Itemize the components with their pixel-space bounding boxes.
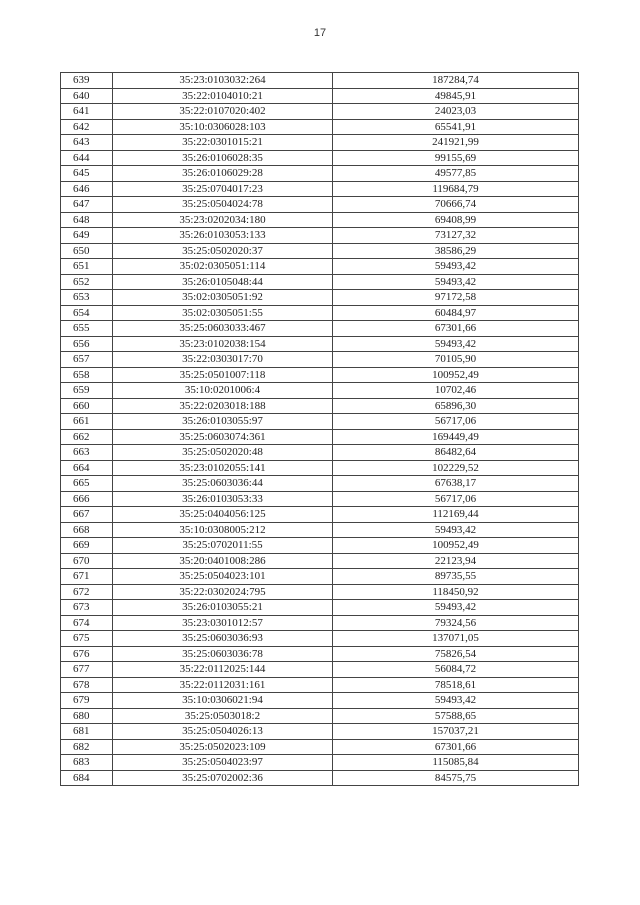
- table-row: [61, 693, 579, 709]
- cadastral-number-cell: 35:26:0106028:35: [113, 150, 333, 166]
- value-cell: 60484,97: [333, 305, 579, 321]
- value-cell: 112169,44: [333, 507, 579, 523]
- value-cell: 56084,72: [333, 662, 579, 678]
- table-row: [61, 135, 579, 151]
- table-row: [61, 181, 579, 197]
- cadastral-number-cell: 35:22:0302024:795: [113, 584, 333, 600]
- row-number-cell: 657: [61, 352, 113, 368]
- cadastral-number-cell: 35:25:0504023:97: [113, 755, 333, 771]
- cadastral-number-cell: 35:26:0106029:28: [113, 166, 333, 182]
- row-number-cell: 671: [61, 569, 113, 585]
- cadastral-number-cell: 35:25:0504023:101: [113, 569, 333, 585]
- row-number-cell: 672: [61, 584, 113, 600]
- table-row: [61, 367, 579, 383]
- row-number-cell: 682: [61, 739, 113, 755]
- value-cell: 49845,91: [333, 88, 579, 104]
- table-row: [61, 584, 579, 600]
- table-row: [61, 600, 579, 616]
- cadastral-number-cell: 35:22:0112031:161: [113, 677, 333, 693]
- row-number-cell: 665: [61, 476, 113, 492]
- table-row: [61, 88, 579, 104]
- row-number-cell: 670: [61, 553, 113, 569]
- cadastral-number-cell: 35:25:0404056:125: [113, 507, 333, 523]
- value-cell: 115085,84: [333, 755, 579, 771]
- row-number-cell: 649: [61, 228, 113, 244]
- table-row: [61, 724, 579, 740]
- cadastral-number-cell: 35:23:0103032:264: [113, 73, 333, 89]
- cadastral-number-cell: 35:26:0103053:33: [113, 491, 333, 507]
- row-number-cell: 679: [61, 693, 113, 709]
- value-cell: 57588,65: [333, 708, 579, 724]
- table-row: [61, 398, 579, 414]
- row-number-cell: 651: [61, 259, 113, 275]
- value-cell: 70105,90: [333, 352, 579, 368]
- table-row: [61, 197, 579, 213]
- cadastral-number-cell: 35:22:0112025:144: [113, 662, 333, 678]
- row-number-cell: 639: [61, 73, 113, 89]
- cadastral-number-cell: 35:26:0103055:21: [113, 600, 333, 616]
- cadastral-number-cell: 35:25:0603036:78: [113, 646, 333, 662]
- row-number-cell: 680: [61, 708, 113, 724]
- row-number-cell: 684: [61, 770, 113, 786]
- cadastral-number-cell: 35:25:0503018:2: [113, 708, 333, 724]
- cadastral-number-cell: 35:10:0306021:94: [113, 693, 333, 709]
- cadastral-number-cell: 35:25:0702002:36: [113, 770, 333, 786]
- cadastral-number-cell: 35:22:0203018:188: [113, 398, 333, 414]
- table-row: [61, 646, 579, 662]
- table-row: [61, 150, 579, 166]
- row-number-cell: 650: [61, 243, 113, 259]
- cadastral-number-cell: 35:25:0603074:361: [113, 429, 333, 445]
- value-cell: 59493,42: [333, 336, 579, 352]
- row-number-cell: 652: [61, 274, 113, 290]
- cadastral-number-cell: 35:10:0201006:4: [113, 383, 333, 399]
- cadastral-number-cell: 35:25:0702011:55: [113, 538, 333, 554]
- value-cell: 84575,75: [333, 770, 579, 786]
- table-row: [61, 290, 579, 306]
- table-row: [61, 73, 579, 89]
- table-row: [61, 228, 579, 244]
- value-cell: 56717,06: [333, 414, 579, 430]
- row-number-cell: 653: [61, 290, 113, 306]
- table-row: [61, 460, 579, 476]
- row-number-cell: 676: [61, 646, 113, 662]
- cadastral-number-cell: 35:25:0504026:13: [113, 724, 333, 740]
- row-number-cell: 663: [61, 445, 113, 461]
- table-row: [61, 166, 579, 182]
- table-row: [61, 491, 579, 507]
- table-row: [61, 631, 579, 647]
- registry-table-body: [61, 73, 579, 786]
- cadastral-number-cell: 35:02:0305051:55: [113, 305, 333, 321]
- value-cell: 59493,42: [333, 259, 579, 275]
- table-row: [61, 662, 579, 678]
- value-cell: 97172,58: [333, 290, 579, 306]
- cadastral-number-cell: 35:23:0102038:154: [113, 336, 333, 352]
- table-row: [61, 259, 579, 275]
- row-number-cell: 683: [61, 755, 113, 771]
- cadastral-number-cell: 35:25:0603036:44: [113, 476, 333, 492]
- row-number-cell: 668: [61, 522, 113, 538]
- table-row: [61, 414, 579, 430]
- table-row: [61, 677, 579, 693]
- value-cell: 56717,06: [333, 491, 579, 507]
- value-cell: 59493,42: [333, 600, 579, 616]
- value-cell: 100952,49: [333, 367, 579, 383]
- row-number-cell: 675: [61, 631, 113, 647]
- row-number-cell: 644: [61, 150, 113, 166]
- row-number-cell: 662: [61, 429, 113, 445]
- page-number: 17: [313, 27, 327, 39]
- table-row: [61, 476, 579, 492]
- table-row: [61, 507, 579, 523]
- cadastral-number-cell: 35:25:0603036:93: [113, 631, 333, 647]
- value-cell: 241921,99: [333, 135, 579, 151]
- table-row: [61, 383, 579, 399]
- cadastral-number-cell: 35:25:0501007:118: [113, 367, 333, 383]
- row-number-cell: 677: [61, 662, 113, 678]
- table-row: [61, 119, 579, 135]
- value-cell: 38586,29: [333, 243, 579, 259]
- cadastral-number-cell: 35:25:0603033:467: [113, 321, 333, 337]
- cadastral-number-cell: 35:25:0502020:37: [113, 243, 333, 259]
- row-number-cell: 646: [61, 181, 113, 197]
- cadastral-number-cell: 35:23:0102055:141: [113, 460, 333, 476]
- cadastral-number-cell: 35:25:0704017:23: [113, 181, 333, 197]
- row-number-cell: 642: [61, 119, 113, 135]
- table-row: [61, 739, 579, 755]
- value-cell: 10702,46: [333, 383, 579, 399]
- cadastral-number-cell: 35:25:0504024:78: [113, 197, 333, 213]
- row-number-cell: 643: [61, 135, 113, 151]
- cadastral-number-cell: 35:20:0401008:286: [113, 553, 333, 569]
- table-row: [61, 104, 579, 120]
- row-number-cell: 666: [61, 491, 113, 507]
- table-row: [61, 352, 579, 368]
- table-row: [61, 569, 579, 585]
- cadastral-number-cell: 35:22:0303017:70: [113, 352, 333, 368]
- table-row: [61, 274, 579, 290]
- value-cell: 59493,42: [333, 522, 579, 538]
- value-cell: 24023,03: [333, 104, 579, 120]
- cadastral-number-cell: 35:02:0305051:114: [113, 259, 333, 275]
- table-row: [61, 429, 579, 445]
- table-row: [61, 553, 579, 569]
- row-number-cell: 641: [61, 104, 113, 120]
- row-number-cell: 656: [61, 336, 113, 352]
- cadastral-number-cell: 35:26:0103055:97: [113, 414, 333, 430]
- table-row: [61, 755, 579, 771]
- cadastral-number-cell: 35:23:0301012:57: [113, 615, 333, 631]
- value-cell: 22123,94: [333, 553, 579, 569]
- value-cell: 119684,79: [333, 181, 579, 197]
- table-row: [61, 336, 579, 352]
- value-cell: 67301,66: [333, 739, 579, 755]
- value-cell: 78518,61: [333, 677, 579, 693]
- value-cell: 75826,54: [333, 646, 579, 662]
- value-cell: 67301,66: [333, 321, 579, 337]
- cadastral-number-cell: 35:22:0301015:21: [113, 135, 333, 151]
- row-number-cell: 664: [61, 460, 113, 476]
- cadastral-number-cell: 35:22:0107020:402: [113, 104, 333, 120]
- row-number-cell: 659: [61, 383, 113, 399]
- row-number-cell: 669: [61, 538, 113, 554]
- row-number-cell: 667: [61, 507, 113, 523]
- cadastral-number-cell: 35:26:0103053:133: [113, 228, 333, 244]
- value-cell: 73127,32: [333, 228, 579, 244]
- row-number-cell: 674: [61, 615, 113, 631]
- row-number-cell: 681: [61, 724, 113, 740]
- value-cell: 79324,56: [333, 615, 579, 631]
- row-number-cell: 640: [61, 88, 113, 104]
- value-cell: 100952,49: [333, 538, 579, 554]
- value-cell: 169449,49: [333, 429, 579, 445]
- value-cell: 102229,52: [333, 460, 579, 476]
- value-cell: 59493,42: [333, 693, 579, 709]
- cadastral-number-cell: 35:25:0502020:48: [113, 445, 333, 461]
- row-number-cell: 658: [61, 367, 113, 383]
- value-cell: 89735,55: [333, 569, 579, 585]
- value-cell: 69408,99: [333, 212, 579, 228]
- value-cell: 86482,64: [333, 445, 579, 461]
- row-number-cell: 660: [61, 398, 113, 414]
- row-number-cell: 645: [61, 166, 113, 182]
- value-cell: 65541,91: [333, 119, 579, 135]
- table-row: [61, 615, 579, 631]
- cadastral-number-cell: 35:02:0305051:92: [113, 290, 333, 306]
- table-row: [61, 522, 579, 538]
- table-row: [61, 321, 579, 337]
- table-row: [61, 445, 579, 461]
- value-cell: 70666,74: [333, 197, 579, 213]
- value-cell: 59493,42: [333, 274, 579, 290]
- cadastral-number-cell: 35:22:0104010:21: [113, 88, 333, 104]
- cadastral-number-cell: 35:26:0105048:44: [113, 274, 333, 290]
- cadastral-number-cell: 35:10:0306028:103: [113, 119, 333, 135]
- registry-table: [60, 72, 579, 786]
- row-number-cell: 655: [61, 321, 113, 337]
- cadastral-number-cell: 35:10:0308005:212: [113, 522, 333, 538]
- row-number-cell: 647: [61, 197, 113, 213]
- row-number-cell: 678: [61, 677, 113, 693]
- row-number-cell: 648: [61, 212, 113, 228]
- value-cell: 137071,05: [333, 631, 579, 647]
- table-row: [61, 770, 579, 786]
- value-cell: 118450,92: [333, 584, 579, 600]
- value-cell: 99155,69: [333, 150, 579, 166]
- table-row: [61, 243, 579, 259]
- row-number-cell: 654: [61, 305, 113, 321]
- value-cell: 49577,85: [333, 166, 579, 182]
- value-cell: 157037,21: [333, 724, 579, 740]
- table-row: [61, 305, 579, 321]
- cadastral-number-cell: 35:25:0502023:109: [113, 739, 333, 755]
- value-cell: 67638,17: [333, 476, 579, 492]
- cadastral-number-cell: 35:23:0202034:180: [113, 212, 333, 228]
- value-cell: 65896,30: [333, 398, 579, 414]
- value-cell: 187284,74: [333, 73, 579, 89]
- row-number-cell: 673: [61, 600, 113, 616]
- row-number-cell: 661: [61, 414, 113, 430]
- table-row: [61, 708, 579, 724]
- table-row: [61, 212, 579, 228]
- table-row: [61, 538, 579, 554]
